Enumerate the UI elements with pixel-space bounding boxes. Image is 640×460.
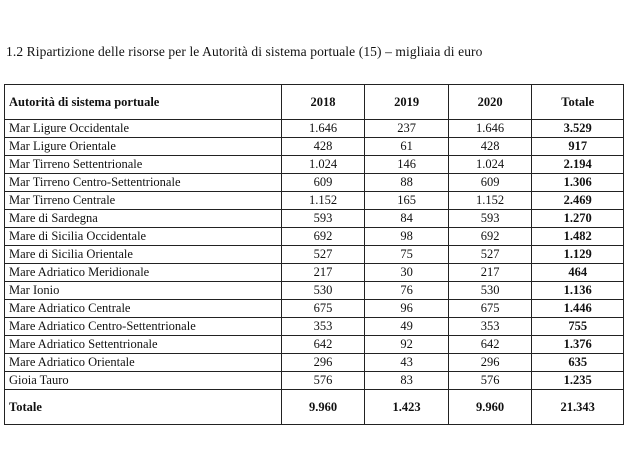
row-authority-name: Mare di Sardegna xyxy=(5,210,282,228)
row-value-2019: 43 xyxy=(365,354,449,372)
row-value-2019: 83 xyxy=(365,372,449,390)
header-authority: Autorità di sistema portuale xyxy=(5,85,282,120)
table-row xyxy=(5,192,624,210)
row-value-2018: 527 xyxy=(281,246,365,264)
row-value-total: 1.482 xyxy=(532,228,624,246)
row-value-total: 1.376 xyxy=(532,336,624,354)
row-value-2019: 98 xyxy=(365,228,449,246)
row-value-2018: 353 xyxy=(281,318,365,336)
table-row xyxy=(5,120,624,138)
row-value-total: 2.194 xyxy=(532,156,624,174)
row-value-2018: 428 xyxy=(281,138,365,156)
row-value-2019: 30 xyxy=(365,264,449,282)
row-authority-name: Mare Adriatico Centro-Settentrionale xyxy=(5,318,282,336)
row-value-2019: 84 xyxy=(365,210,449,228)
row-authority-name: Mare di Sicilia Orientale xyxy=(5,246,282,264)
row-authority-name: Mar Tirreno Centro-Settentrionale xyxy=(5,174,282,192)
row-value-2020: 609 xyxy=(448,174,532,192)
row-value-2018: 675 xyxy=(281,300,365,318)
row-value-2020: 1.024 xyxy=(448,156,532,174)
port-authority-table xyxy=(4,84,624,425)
table-row xyxy=(5,156,624,174)
row-value-2020: 527 xyxy=(448,246,532,264)
row-value-2020: 642 xyxy=(448,336,532,354)
row-value-2019: 165 xyxy=(365,192,449,210)
row-value-2018: 530 xyxy=(281,282,365,300)
row-value-2020: 675 xyxy=(448,300,532,318)
row-value-total: 635 xyxy=(532,354,624,372)
row-value-2018: 1.646 xyxy=(281,120,365,138)
row-value-total: 755 xyxy=(532,318,624,336)
row-value-2020: 530 xyxy=(448,282,532,300)
row-value-2019: 146 xyxy=(365,156,449,174)
table-row xyxy=(5,174,624,192)
row-authority-name: Mare di Sicilia Occidentale xyxy=(5,228,282,246)
row-value-2018: 1.152 xyxy=(281,192,365,210)
row-value-2019: 96 xyxy=(365,300,449,318)
row-value-2020: 1.646 xyxy=(448,120,532,138)
table-row xyxy=(5,354,624,372)
row-value-2019: 92 xyxy=(365,336,449,354)
row-authority-name: Mar Ionio xyxy=(5,282,282,300)
row-value-2019: 237 xyxy=(365,120,449,138)
row-authority-name: Mare Adriatico Centrale xyxy=(5,300,282,318)
table-row xyxy=(5,228,624,246)
table-row xyxy=(5,210,624,228)
row-value-2020: 593 xyxy=(448,210,532,228)
header-total: Totale xyxy=(532,85,624,120)
row-value-2019: 61 xyxy=(365,138,449,156)
row-value-2019: 49 xyxy=(365,318,449,336)
row-value-total: 2.469 xyxy=(532,192,624,210)
row-value-total: 3.529 xyxy=(532,120,624,138)
row-value-2019: 76 xyxy=(365,282,449,300)
row-value-2018: 217 xyxy=(281,264,365,282)
row-value-total: 1.136 xyxy=(532,282,624,300)
row-value-2018: 296 xyxy=(281,354,365,372)
table-row xyxy=(5,372,624,390)
table-header-row xyxy=(5,85,624,120)
table-body xyxy=(5,120,624,425)
table-caption: 1.2 Ripartizione delle risorse per le Autorità di sistema portuale (15) – migliaia di euro xyxy=(6,44,483,59)
row-value-2020: 353 xyxy=(448,318,532,336)
totals-label: Totale xyxy=(5,390,282,425)
row-value-total: 1.129 xyxy=(532,246,624,264)
row-value-2020: 428 xyxy=(448,138,532,156)
row-value-total: 917 xyxy=(532,138,624,156)
row-authority-name: Mare Adriatico Meridionale xyxy=(5,264,282,282)
row-authority-name: Mar Tirreno Settentrionale xyxy=(5,156,282,174)
row-value-2018: 692 xyxy=(281,228,365,246)
row-value-2020: 576 xyxy=(448,372,532,390)
table-row xyxy=(5,264,624,282)
header-2020: 2020 xyxy=(448,85,532,120)
row-authority-name: Mare Adriatico Orientale xyxy=(5,354,282,372)
table-row xyxy=(5,246,624,264)
header-2019: 2019 xyxy=(365,85,449,120)
row-value-2019: 75 xyxy=(365,246,449,264)
row-value-2020: 217 xyxy=(448,264,532,282)
row-value-2020: 1.152 xyxy=(448,192,532,210)
totals-row xyxy=(5,390,624,425)
row-authority-name: Mar Ligure Orientale xyxy=(5,138,282,156)
totals-2019: 1.423 xyxy=(365,390,449,425)
table-row xyxy=(5,318,624,336)
row-value-2018: 1.024 xyxy=(281,156,365,174)
totals-total: 21.343 xyxy=(532,390,624,425)
table-row xyxy=(5,300,624,318)
row-value-total: 1.270 xyxy=(532,210,624,228)
row-value-2020: 296 xyxy=(448,354,532,372)
row-value-total: 464 xyxy=(532,264,624,282)
row-value-2018: 576 xyxy=(281,372,365,390)
row-value-2019: 88 xyxy=(365,174,449,192)
table-row xyxy=(5,282,624,300)
row-value-total: 1.446 xyxy=(532,300,624,318)
table-row xyxy=(5,336,624,354)
row-authority-name: Gioia Tauro xyxy=(5,372,282,390)
row-authority-name: Mare Adriatico Settentrionale xyxy=(5,336,282,354)
row-value-total: 1.306 xyxy=(532,174,624,192)
row-value-2018: 642 xyxy=(281,336,365,354)
row-value-2018: 609 xyxy=(281,174,365,192)
totals-2020: 9.960 xyxy=(448,390,532,425)
row-value-2020: 692 xyxy=(448,228,532,246)
totals-2018: 9.960 xyxy=(281,390,365,425)
row-value-2018: 593 xyxy=(281,210,365,228)
row-authority-name: Mar Ligure Occidentale xyxy=(5,120,282,138)
row-value-total: 1.235 xyxy=(532,372,624,390)
header-2018: 2018 xyxy=(281,85,365,120)
table-row xyxy=(5,138,624,156)
row-authority-name: Mar Tirreno Centrale xyxy=(5,192,282,210)
